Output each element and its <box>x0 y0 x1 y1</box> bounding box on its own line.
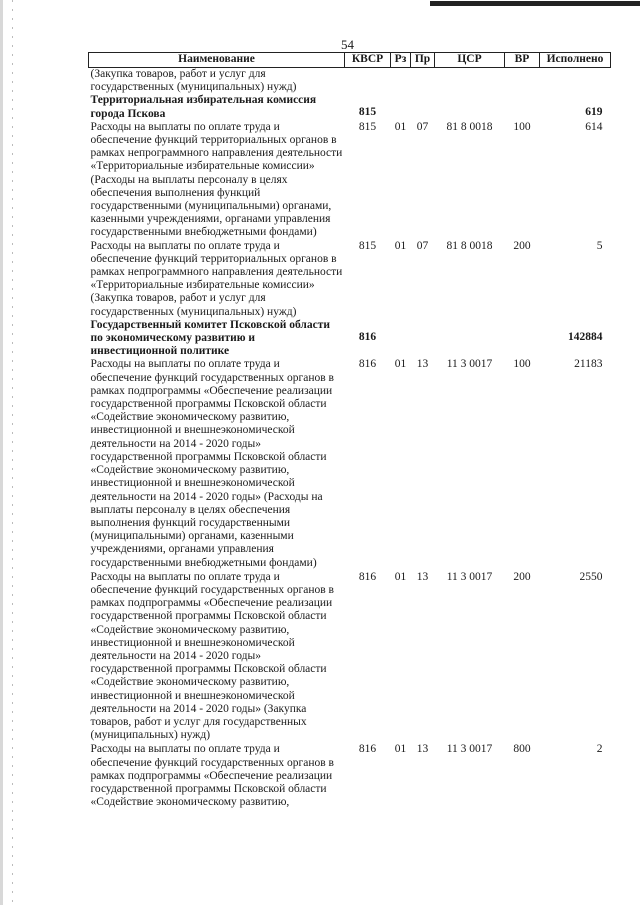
row-vr: 200 <box>513 239 531 252</box>
row-kvsr: 816 <box>358 330 377 343</box>
scan-perforation <box>12 0 13 905</box>
row-exec: 142884 <box>568 330 603 343</box>
row-rz: 01 <box>394 743 407 756</box>
row-rz <box>391 94 411 120</box>
row-csr <box>435 319 505 359</box>
row-kvsr: 816 <box>358 570 377 583</box>
row-pr: 07 <box>416 239 429 252</box>
row-exec: 614 <box>585 120 603 133</box>
row-pr: 07 <box>416 120 429 133</box>
column-header-kvsr: КВСР <box>345 53 391 68</box>
row-name: Территориальная избирательная комиссия города Пскова <box>90 94 317 120</box>
row-kvsr: 816 <box>358 743 377 756</box>
row-name: Расходы на выплаты по оплате труда и обеспечение функций территориальных органов в рамках непрограммного направления деятельности «Территориальные избирательные комиссии» (Закупка товаров, работ и услуг для государственных (муниципальных) нужд) <box>90 239 343 318</box>
row-name: Расходы на выплаты по оплате труда и обеспечение функций государственных органов в рамках подпрограммы «Обеспечение реализации государственной программы Псковской области «Содействие экономическому развитию, <box>90 743 334 809</box>
table-row <box>89 121 611 240</box>
column-header-exec: Исполнено <box>540 53 611 68</box>
row-vr: 800 <box>513 743 531 756</box>
row-vr <box>505 68 540 95</box>
row-exec: 21183 <box>574 358 603 371</box>
row-rz: 01 <box>394 239 407 252</box>
row-name: (Закупка товаров, работ и услуг для государственных (муниципальных) нужд) <box>90 68 297 94</box>
row-pr: 13 <box>416 358 429 371</box>
row-name: Расходы на выплаты по оплате труда и обеспечение функций государственных органов в рамках подпрограммы «Обеспечение реализации государственной программы Псковской области «Содействие экономическому развитию, инвестиционной и внешнеэкономической деятельности на 2014 - 2020 годы» государственной программы Псковской области «Содействие экономическому развитию, инвестиционной и внешнеэкономической деятельности на 2014 - 2020 годы» (Закупка товаров, работ и услуг для государственных (муниципальных) нужд) <box>90 570 334 742</box>
table-row <box>89 742 611 809</box>
table-row <box>89 68 611 95</box>
row-csr: 11 3 0017 <box>446 570 493 583</box>
row-kvsr: 816 <box>358 358 377 371</box>
row-exec: 2 <box>596 743 603 756</box>
row-exec: 2550 <box>579 570 603 583</box>
row-csr: 11 3 0017 <box>446 358 493 371</box>
row-vr: 100 <box>513 120 531 133</box>
budget-table <box>88 52 611 809</box>
row-csr <box>435 68 505 95</box>
row-rz: 01 <box>394 570 407 583</box>
row-vr <box>505 94 540 120</box>
table-row-section <box>89 319 611 359</box>
scan-edge <box>0 0 3 905</box>
table-row <box>89 358 611 569</box>
row-rz: 01 <box>394 358 407 371</box>
row-rz <box>391 68 411 95</box>
table-row-section <box>89 94 611 120</box>
row-csr <box>435 94 505 120</box>
column-header-csr: ЦСР <box>435 53 505 68</box>
row-exec: 619 <box>585 106 603 119</box>
row-pr: 13 <box>416 743 429 756</box>
row-vr: 200 <box>513 570 531 583</box>
row-kvsr: 815 <box>358 239 377 252</box>
row-kvsr <box>345 68 391 95</box>
row-pr <box>411 68 435 95</box>
table-row <box>89 570 611 743</box>
table-header-row <box>89 53 611 68</box>
row-exec <box>540 68 611 95</box>
row-vr <box>505 319 540 359</box>
page-number: 54 <box>341 37 354 52</box>
scan-top-edge <box>430 1 640 6</box>
row-name: Расходы на выплаты по оплате труда и обеспечение функций государственных органов в рамках подпрограммы «Обеспечение реализации государственной программы Псковской области «Содействие экономическому развитию, инвестиционной и внешнеэкономической деятельности на 2014 - 2020 годы» государственной программы Псковской области «Содействие экономическому развитию, инвестиционной и внешнеэкономической деятельности на 2014 - 2020 годы» (Расходы на выплаты персоналу в целях обеспечения выполнения функций государственными (муниципальными) органами, казенными учреждениями, органами управления государственными внебюджетными фондами) <box>90 358 334 569</box>
row-rz: 01 <box>394 120 407 133</box>
row-csr: 81 8 0018 <box>446 120 493 133</box>
row-rz <box>391 319 411 359</box>
column-header-vr: ВР <box>505 53 540 68</box>
row-vr: 100 <box>513 358 531 371</box>
row-name: Расходы на выплаты по оплате труда и обеспечение функций территориальных органов в рамках непрограммного направления деятельности «Территориальные избирательные комиссии» (Расходы на выплаты персоналу в целях обеспечения выполнения функций государственными (муниципальными) органами, казенными учреждениями, органами управления государственными внебюджетными фондами) <box>90 120 343 239</box>
row-csr: 81 8 0018 <box>446 239 493 252</box>
row-kvsr: 815 <box>358 106 377 119</box>
row-name: Государственный комитет Псковской области по экономическому развитию и инвестиционной политике <box>90 318 331 358</box>
column-header-name: Наименование <box>89 53 345 68</box>
column-header-pr: Пр <box>411 53 435 68</box>
row-pr <box>411 319 435 359</box>
column-header-rz: Рз <box>391 53 411 68</box>
row-exec: 5 <box>596 239 603 252</box>
row-pr <box>411 94 435 120</box>
row-pr: 13 <box>416 570 429 583</box>
row-kvsr: 815 <box>358 120 377 133</box>
row-csr: 11 3 0017 <box>446 743 493 756</box>
table-row <box>89 240 611 319</box>
